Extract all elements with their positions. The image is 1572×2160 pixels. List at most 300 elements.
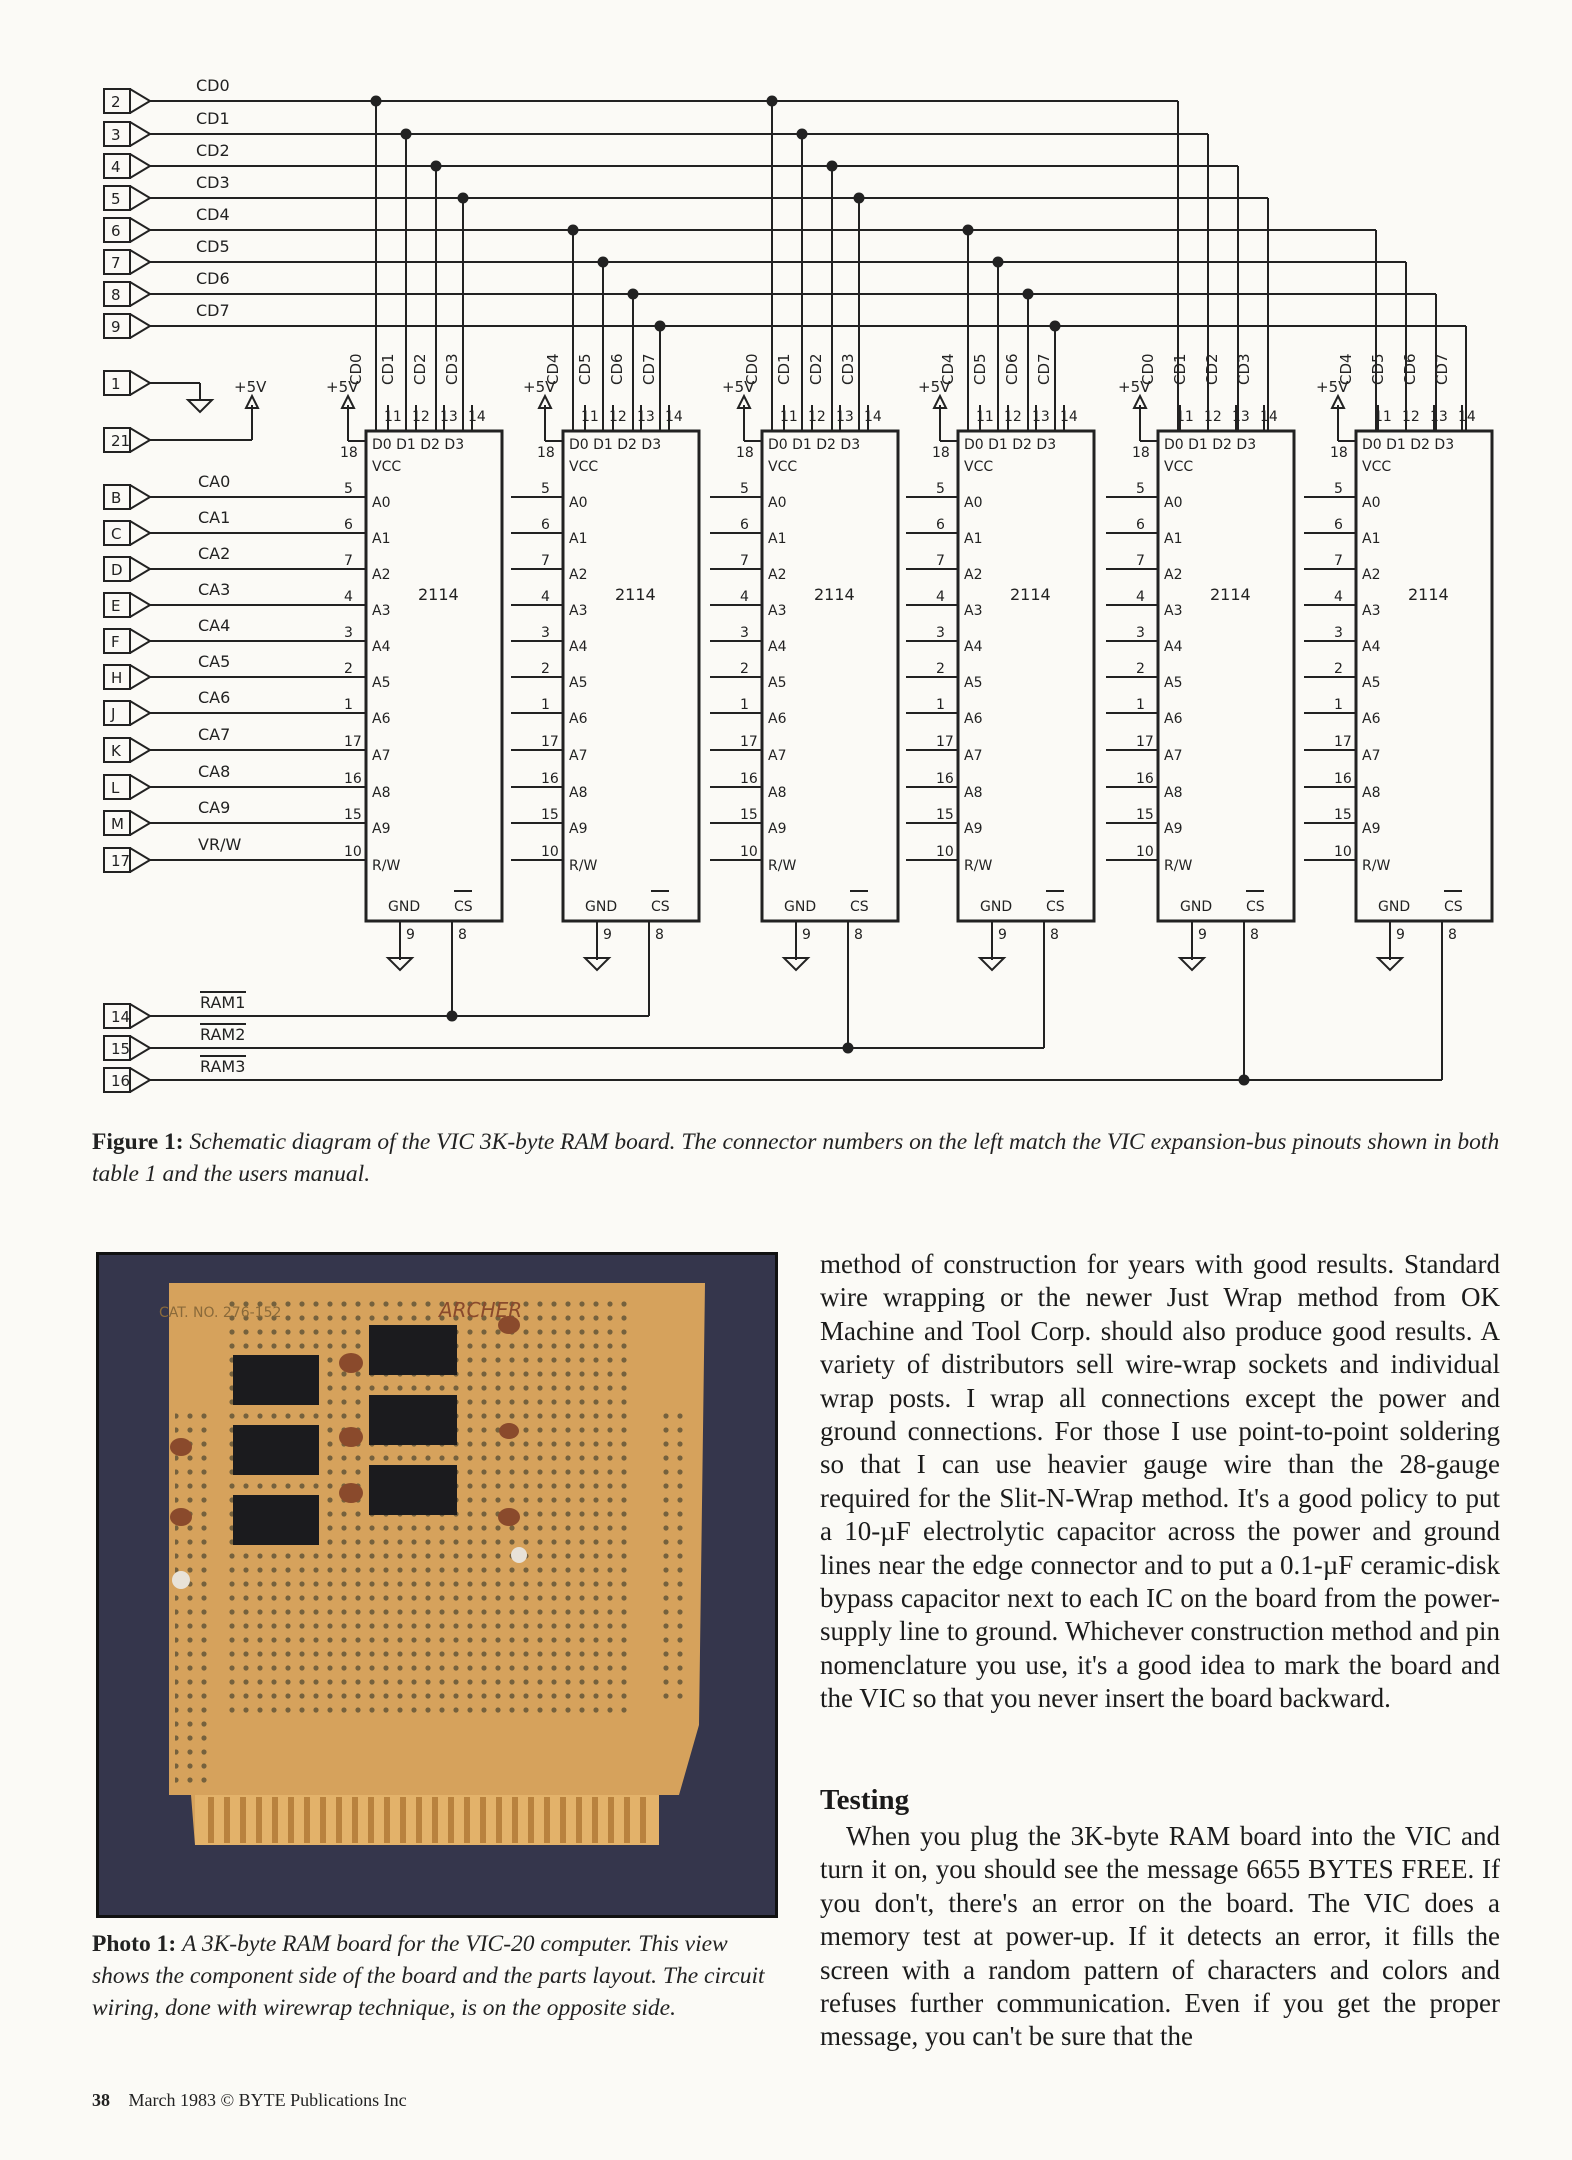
chip-address-pin-label: A8 (569, 785, 588, 801)
vcc-pin-number: 18 (537, 445, 555, 461)
chip-address-pin-label: A8 (964, 785, 983, 801)
data-pin-number: 12 (412, 409, 430, 425)
chip-address-pin-label: A7 (1164, 748, 1183, 764)
address-pin-number: 15 (1334, 807, 1352, 823)
address-pin-number: 10 (541, 844, 559, 860)
address-pin-number: 6 (541, 517, 550, 533)
chip-address-pin-label: A9 (768, 821, 787, 837)
chip-gnd-label: GND (980, 899, 1013, 915)
chip-part-number: 2114 (814, 585, 855, 604)
address-pin-number: 17 (344, 734, 362, 750)
address-connector-label: E (111, 597, 121, 615)
chip-vcc-label: VCC (1362, 459, 1392, 475)
address-pin-number: 15 (740, 807, 758, 823)
chip-data-line-label: CD4 (544, 353, 562, 385)
chip-data-line-label: CD1 (1171, 353, 1189, 385)
address-pin-number: 7 (344, 553, 353, 569)
chip-part-number: 2114 (1408, 585, 1449, 604)
junction-dot (1239, 1075, 1250, 1086)
chip-address-pin-label: A1 (768, 531, 787, 547)
address-pin-number: 4 (1334, 589, 1343, 605)
chip-data-line-label: CD2 (411, 353, 429, 385)
junction-dot (854, 193, 865, 204)
chip-vcc-label: VCC (569, 459, 599, 475)
chip-vcc-label: VCC (372, 459, 402, 475)
data-line-label: CD6 (196, 269, 230, 288)
data-pin-number: 12 (1402, 409, 1420, 425)
vcc-pin-number: 18 (736, 445, 754, 461)
junction-dot (447, 1011, 458, 1022)
board-photo (96, 1252, 778, 1918)
junction-dot (1050, 321, 1061, 332)
address-connector-label: H (111, 669, 123, 687)
chip-address-pin-label: A3 (569, 603, 588, 619)
address-line-label: CA2 (198, 544, 231, 563)
data-pin-number: 13 (637, 409, 655, 425)
chip-address-pin-label: A8 (768, 785, 787, 801)
address-pin-number: 17 (740, 734, 758, 750)
address-pin-number: 17 (1334, 734, 1352, 750)
address-line-label: VR/W (198, 835, 242, 854)
data-pin-number: 13 (440, 409, 458, 425)
data-pin-number: 13 (836, 409, 854, 425)
chip-address-pin-label: A2 (1362, 567, 1381, 583)
address-pin-number: 17 (1136, 734, 1154, 750)
address-pin-number: 1 (1334, 697, 1343, 713)
address-pin-number: 2 (740, 661, 749, 677)
data-pin-number: 11 (780, 409, 798, 425)
data-pin-number: 12 (808, 409, 826, 425)
chip-data-line-label: CD4 (939, 353, 957, 385)
chip-address-pin-label: R/W (964, 858, 993, 874)
power-label: +5V (1118, 378, 1151, 396)
chip-cs-label: CS (850, 899, 869, 915)
chip-vcc-label: VCC (964, 459, 994, 475)
address-connector-label: C (111, 525, 122, 543)
chip-data-line-label: CD6 (1401, 353, 1419, 385)
chip-data-line-label: CD3 (1235, 353, 1253, 385)
section-heading: Testing (820, 1784, 910, 1816)
chip-address-pin-label: A0 (569, 495, 588, 511)
address-pin-number: 2 (541, 661, 550, 677)
chip-address-pin-label: A5 (1164, 675, 1183, 691)
address-pin-number: 1 (740, 697, 749, 713)
chip-data-line-label: CD4 (1337, 353, 1355, 385)
chip-address-pin-label: A3 (1362, 603, 1381, 619)
junction-dot (655, 321, 666, 332)
address-pin-number: 5 (936, 481, 945, 497)
address-pin-number: 16 (344, 771, 362, 787)
junction-dot (797, 129, 808, 140)
address-pin-number: 3 (1334, 625, 1343, 641)
address-pin-number: 2 (1334, 661, 1343, 677)
gnd-pin-number: 9 (1198, 927, 1207, 943)
chip-address-pin-label: A9 (569, 821, 588, 837)
data-connector-label: 9 (111, 318, 121, 336)
junction-dot (963, 225, 974, 236)
power-label: +5V (234, 378, 267, 396)
data-pin-number: 11 (1374, 409, 1392, 425)
gnd-pin-number: 9 (1396, 927, 1405, 943)
photo-caption-text: A 3K-byte RAM board for the VIC-20 computer. This view shows the component side of the board and the parts layout. The circuit wiring, done with wirewrap technique, is on the opposite side. (92, 1931, 765, 2021)
vcc-pin-number: 18 (932, 445, 950, 461)
chip-address-pin-label: A5 (372, 675, 391, 691)
junction-dot (993, 257, 1004, 268)
junction-dot (431, 161, 442, 172)
address-pin-number: 5 (344, 481, 353, 497)
data-connector-label: 4 (111, 158, 121, 176)
chip-address-pin-label: A9 (1362, 821, 1381, 837)
publication-credit: March 1983 © BYTE Publications Inc (128, 2090, 407, 2110)
data-pin-number: 11 (1176, 409, 1194, 425)
power-label: +5V (722, 378, 755, 396)
chip-address-pin-label: A8 (1164, 785, 1183, 801)
chip-address-pin-label: A0 (1164, 495, 1183, 511)
chip-address-pin-label: A1 (1362, 531, 1381, 547)
chip-cs-label: CS (1444, 899, 1463, 915)
chip-address-pin-label: A4 (768, 639, 787, 655)
board-label-right: ARCHER (439, 1298, 523, 1322)
vcc-pin-number: 18 (340, 445, 358, 461)
ground-connector-label: 1 (111, 375, 121, 393)
data-pin-number: 14 (1260, 409, 1278, 425)
select-line-label: RAM1 (200, 993, 246, 1012)
data-line-label: CD3 (196, 173, 230, 192)
chip-address-pin-label: A7 (1362, 748, 1381, 764)
chip-vcc-label: VCC (768, 459, 798, 475)
address-pin-number: 15 (936, 807, 954, 823)
address-pin-number: 4 (1136, 589, 1145, 605)
address-connector-label: B (111, 489, 122, 507)
address-pin-number: 10 (1136, 844, 1154, 860)
data-pin-number: 14 (1458, 409, 1476, 425)
chip-address-pin-label: A3 (372, 603, 391, 619)
data-connector-label: 3 (111, 126, 121, 144)
chip-address-pin-label: A7 (372, 748, 391, 764)
chip-address-pin-label: A6 (964, 711, 983, 727)
address-pin-number: 6 (740, 517, 749, 533)
gnd-pin-number: 9 (603, 927, 612, 943)
address-pin-number: 3 (740, 625, 749, 641)
address-pin-number: 6 (1136, 517, 1145, 533)
address-pin-number: 7 (1136, 553, 1145, 569)
address-pin-number: 5 (1334, 481, 1343, 497)
figure-caption-text: Schematic diagram of the VIC 3K-byte RAM board. The connector numbers on the left match the VIC expansion-bus pinouts shown in both table 1 and the users manual. (92, 1129, 1500, 1187)
chip-data-labels: D0 D1 D2 D3 (1362, 437, 1455, 453)
address-pin-number: 5 (740, 481, 749, 497)
address-pin-number: 6 (344, 517, 353, 533)
data-line-label: CD0 (196, 76, 230, 95)
chip-address-pin-label: A6 (569, 711, 588, 727)
select-line-label: RAM3 (200, 1057, 246, 1076)
chip-address-pin-label: A6 (1164, 711, 1183, 727)
chip-part-number: 2114 (418, 585, 459, 604)
chip-address-pin-label: A4 (372, 639, 391, 655)
figure-caption-label: Figure 1: (92, 1129, 184, 1155)
data-connector-label: 8 (111, 286, 121, 304)
chip-address-pin-label: A5 (1362, 675, 1381, 691)
chip-address-pin-label: A0 (768, 495, 787, 511)
address-connector-label: L (111, 779, 120, 797)
address-line-label: CA4 (198, 616, 231, 635)
data-connector-label: 5 (111, 190, 121, 208)
gnd-pin-number: 9 (802, 927, 811, 943)
address-pin-number: 16 (740, 771, 758, 787)
address-pin-number: 15 (1136, 807, 1154, 823)
data-pin-number: 14 (1060, 409, 1078, 425)
chip-address-pin-label: A4 (1164, 639, 1183, 655)
address-pin-number: 4 (541, 589, 550, 605)
address-pin-number: 1 (344, 697, 353, 713)
cs-pin-number: 8 (1250, 927, 1259, 943)
chip-address-pin-label: R/W (768, 858, 797, 874)
chip-data-labels: D0 D1 D2 D3 (569, 437, 662, 453)
chip-gnd-label: GND (1180, 899, 1213, 915)
data-pin-number: 12 (1204, 409, 1222, 425)
chip-data-line-label: CD7 (640, 353, 658, 385)
power-label: +5V (1316, 378, 1349, 396)
chip-address-pin-label: A7 (964, 748, 983, 764)
chip-data-line-label: CD2 (1203, 353, 1221, 385)
address-connector-label: M (111, 815, 124, 833)
chip-address-pin-label: A3 (1164, 603, 1183, 619)
chip-address-pin-label: A1 (569, 531, 588, 547)
chip-address-pin-label: A3 (768, 603, 787, 619)
chip-data-line-label: CD7 (1433, 353, 1451, 385)
address-pin-number: 1 (1136, 697, 1145, 713)
photo-caption-label: Photo 1: (92, 1931, 177, 1957)
junction-dot (843, 1043, 854, 1054)
address-pin-number: 4 (936, 589, 945, 605)
select-line-label: RAM2 (200, 1025, 246, 1044)
chip-address-pin-label: R/W (1362, 858, 1391, 874)
address-pin-number: 17 (541, 734, 559, 750)
chip-address-pin-label: A2 (768, 567, 787, 583)
address-pin-number: 15 (541, 807, 559, 823)
data-pin-number: 13 (1430, 409, 1448, 425)
chip-address-pin-label: A0 (1362, 495, 1381, 511)
chip-address-pin-label: R/W (372, 858, 401, 874)
address-pin-number: 16 (936, 771, 954, 787)
chip-address-pin-label: A4 (1362, 639, 1381, 655)
data-pin-number: 12 (1004, 409, 1022, 425)
address-pin-number: 1 (541, 697, 550, 713)
chip-address-pin-label: A8 (1362, 785, 1381, 801)
address-pin-number: 7 (740, 553, 749, 569)
chip-address-pin-label: A4 (569, 639, 588, 655)
chip-data-labels: D0 D1 D2 D3 (1164, 437, 1257, 453)
address-connector-label: F (111, 633, 120, 651)
data-line-label: CD5 (196, 237, 230, 256)
page-number: 38 (92, 2090, 110, 2110)
chip-data-labels: D0 D1 D2 D3 (372, 437, 465, 453)
chip-address-pin-label: A4 (964, 639, 983, 655)
address-line-label: CA3 (198, 580, 231, 599)
junction-dot (568, 225, 579, 236)
chip-address-pin-label: A7 (569, 748, 588, 764)
address-pin-number: 3 (344, 625, 353, 641)
vcc-pin-number: 18 (1330, 445, 1348, 461)
vcc-pin-number: 18 (1132, 445, 1150, 461)
data-connector-label: 6 (111, 222, 121, 240)
junction-dot (767, 96, 778, 107)
chip-address-pin-label: A0 (964, 495, 983, 511)
chip-address-pin-label: A9 (372, 821, 391, 837)
chip-address-pin-label: A5 (569, 675, 588, 691)
chip-data-line-label: CD3 (839, 353, 857, 385)
address-connector-label: D (111, 561, 123, 579)
address-connector-box (104, 701, 130, 725)
address-line-label: CA0 (198, 472, 231, 491)
chip-address-pin-label: R/W (569, 858, 598, 874)
data-pin-number: 14 (864, 409, 882, 425)
address-pin-number: 15 (344, 807, 362, 823)
chip-address-pin-label: A6 (372, 711, 391, 727)
address-line-label: CA9 (198, 798, 231, 817)
data-pin-number: 11 (581, 409, 599, 425)
chip-data-line-label: CD0 (743, 353, 761, 385)
page-footer (92, 2090, 407, 2111)
address-pin-number: 3 (1136, 625, 1145, 641)
junction-dot (598, 257, 609, 268)
figure-caption (92, 1126, 1502, 1190)
board-label-left: CAT. NO. 276-152 (159, 1305, 282, 1321)
chip-address-pin-label: A7 (768, 748, 787, 764)
address-pin-number: 5 (541, 481, 550, 497)
address-pin-number: 7 (936, 553, 945, 569)
address-pin-number: 10 (740, 844, 758, 860)
chip-data-line-label: CD7 (1035, 353, 1053, 385)
chip-address-pin-label: A0 (372, 495, 391, 511)
data-connector-label: 7 (111, 254, 121, 272)
ground-symbol (188, 400, 212, 412)
chip-address-pin-label: A9 (1164, 821, 1183, 837)
address-connector-label: J (111, 705, 116, 723)
chip-data-line-label: CD1 (379, 353, 397, 385)
address-pin-number: 4 (740, 589, 749, 605)
chip-cs-label: CS (651, 899, 670, 915)
chip-data-line-label: CD5 (1369, 353, 1387, 385)
chip-part-number: 2114 (1210, 585, 1251, 604)
address-pin-number: 17 (936, 734, 954, 750)
address-pin-number: 10 (344, 844, 362, 860)
address-pin-number: 7 (1334, 553, 1343, 569)
address-line-label: CA5 (198, 652, 231, 671)
chip-address-pin-label: R/W (1164, 858, 1193, 874)
chip-address-pin-label: A6 (1362, 711, 1381, 727)
chip-data-line-label: CD5 (971, 353, 989, 385)
chip-address-pin-label: A2 (964, 567, 983, 583)
chip-data-line-label: CD3 (443, 353, 461, 385)
chip-address-pin-label: A1 (964, 531, 983, 547)
cs-pin-number: 8 (1448, 927, 1457, 943)
data-line-label: CD4 (196, 205, 230, 224)
address-line-label: CA6 (198, 688, 231, 707)
power-label: +5V (326, 378, 359, 396)
address-connector-label: 17 (111, 852, 131, 870)
chip-vcc-label: VCC (1164, 459, 1194, 475)
address-pin-number: 2 (1136, 661, 1145, 677)
power-label: +5V (918, 378, 951, 396)
chip-data-line-label: CD0 (347, 353, 365, 385)
address-pin-number: 2 (936, 661, 945, 677)
chip-address-pin-label: A5 (768, 675, 787, 691)
address-line-label: CA1 (198, 508, 231, 527)
select-connector-label: 15 (111, 1040, 131, 1058)
address-pin-number: 5 (1136, 481, 1145, 497)
address-pin-number: 1 (936, 697, 945, 713)
junction-dot (827, 161, 838, 172)
chip-address-pin-label: A3 (964, 603, 983, 619)
chip-data-line-label: CD1 (775, 353, 793, 385)
chip-data-labels: D0 D1 D2 D3 (964, 437, 1057, 453)
chip-address-pin-label: A5 (964, 675, 983, 691)
address-pin-number: 16 (1334, 771, 1352, 787)
chip-data-line-label: CD5 (576, 353, 594, 385)
cs-pin-number: 8 (1050, 927, 1059, 943)
chip-data-line-label: CD0 (1139, 353, 1157, 385)
address-line-label: CA7 (198, 725, 231, 744)
chip-data-line-label: CD2 (807, 353, 825, 385)
junction-dot (628, 289, 639, 300)
article-paragraph: method of construction for years with good results. Standard wire wrapping or the newer Just Wrap method from OK Machine and Tool Corp. should also produce good results. A variety of distributors sell wire-wrap sockets and individual wrap posts. I wrap all connections except the power and ground connections. For those I use point-to-point soldering so that I can use heavier gauge wire than the 28-gauge required for the Slit-N-Wrap method. It's a good policy to put a 10-µF electrolytic capacitor across the power and ground lines near the edge connector and to put a 0.1-µF ceramic-disk bypass capacitor next to each IC on the board from the power-supply line to ground. Whichever construction method and pin nomenclature you use, it's a good idea to mark the board and the VIC so that you never insert the board backward. (820, 1249, 1500, 1714)
cs-pin-number: 8 (854, 927, 863, 943)
article-paragraph: When you plug the 3K-byte RAM board into the VIC and turn it on, you should see the message 6655 BYTES FREE. If you don't, there's an error on the board. The VIC does a memory test at power-up. If it detects an error, it fills the screen with a random pattern of characters and colors and refuses further communication. Even if you get the proper message, you can't be sure that the (820, 1821, 1500, 2052)
chip-gnd-label: GND (1378, 899, 1411, 915)
chip-gnd-label: GND (585, 899, 618, 915)
chip-cs-label: CS (1246, 899, 1265, 915)
address-pin-number: 4 (344, 589, 353, 605)
chip-address-pin-label: A6 (768, 711, 787, 727)
address-line-label: CA8 (198, 762, 231, 781)
chip-address-pin-label: A1 (372, 531, 391, 547)
address-pin-number: 16 (541, 771, 559, 787)
address-pin-number: 3 (541, 625, 550, 641)
address-pin-number: 10 (1334, 844, 1352, 860)
data-pin-number: 11 (384, 409, 402, 425)
chip-gnd-label: GND (388, 899, 421, 915)
address-pin-number: 16 (1136, 771, 1154, 787)
address-connector-label: K (111, 742, 121, 760)
chip-gnd-label: GND (784, 899, 817, 915)
address-pin-number: 6 (1334, 517, 1343, 533)
address-pin-number: 7 (541, 553, 550, 569)
photo-caption (92, 1928, 772, 2024)
chip-data-line-label: CD6 (608, 353, 626, 385)
power-connector-label: 21 (111, 432, 131, 450)
junction-dot (1023, 289, 1034, 300)
data-line-label: CD2 (196, 141, 230, 160)
chip-data-line-label: CD6 (1003, 353, 1021, 385)
data-line-label: CD1 (196, 109, 230, 128)
chip-address-pin-label: A1 (1164, 531, 1183, 547)
chip-cs-label: CS (1046, 899, 1065, 915)
junction-dot (401, 129, 412, 140)
power-label: +5V (523, 378, 556, 396)
address-pin-number: 6 (936, 517, 945, 533)
select-connector-label: 16 (111, 1072, 131, 1090)
data-connector-label: 2 (111, 93, 121, 111)
chip-address-pin-label: A8 (372, 785, 391, 801)
chip-address-pin-label: A2 (1164, 567, 1183, 583)
chip-address-pin-label: A2 (569, 567, 588, 583)
data-pin-number: 12 (609, 409, 627, 425)
junction-dot (371, 96, 382, 107)
data-pin-number: 14 (665, 409, 683, 425)
chip-data-labels: D0 D1 D2 D3 (768, 437, 861, 453)
gnd-pin-number: 9 (406, 927, 415, 943)
chip-part-number: 2114 (1010, 585, 1051, 604)
